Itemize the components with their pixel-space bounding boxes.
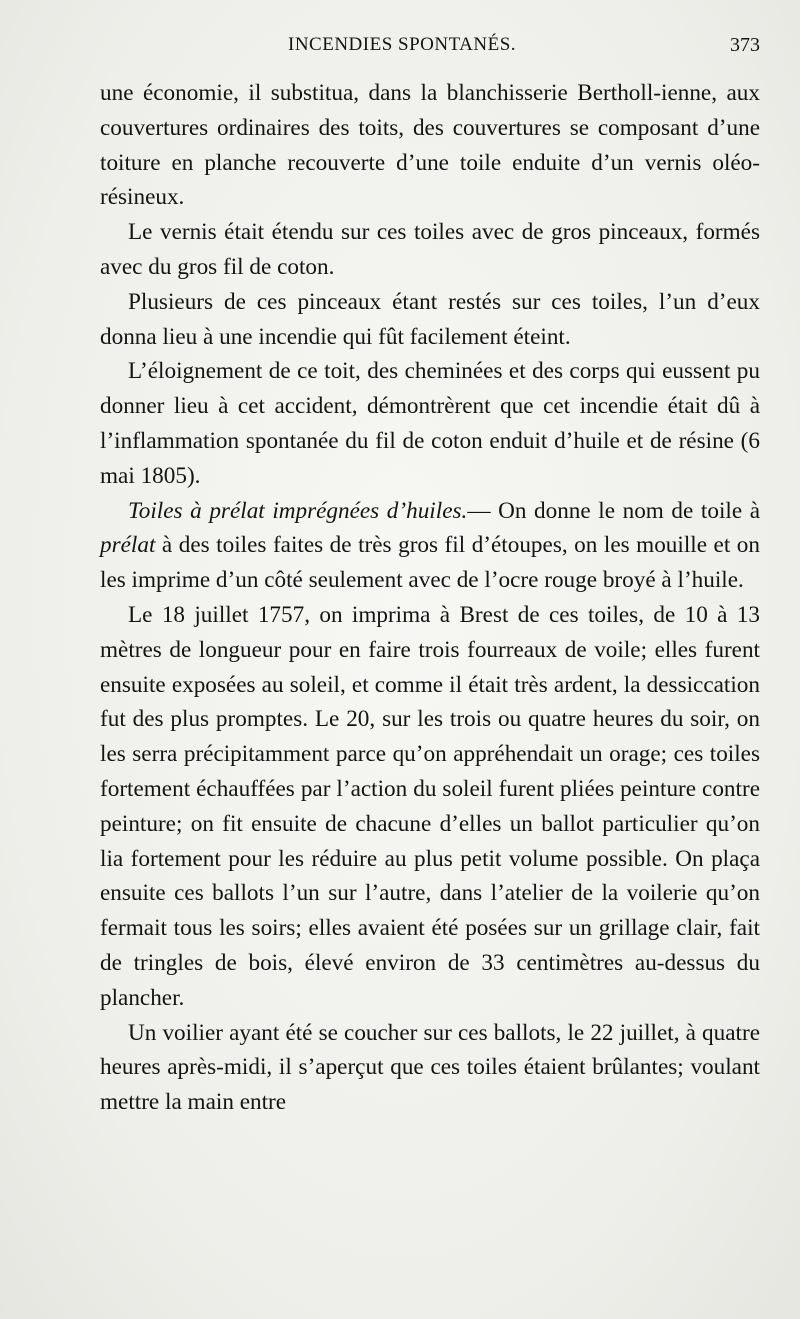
paragraph-7: Un voilier ayant été se coucher sur ces ballots, le 22 juillet, à quatre heures après-midi, il s’aperçut que ces toiles étaient brûlantes; voulant mettre la main entre (100, 1019, 760, 1116)
paragraph-6: Le 18 juillet 1757, on imprima à Brest de ces toiles, de 10 à 13 mètres de longueur pour en faire trois fourreaux de voile; elles furent ensuite exposées au soleil, et comme il était très ardent, la dessiccation fut des plus promptes. Le 20, sur les trois ou quatre heures du soir, on les serra précipitamment parce qu’on appréhendait un orage; ces toiles fortement échauffées par l’action du soleil furent pliées peinture contre peinture; on fit ensuite de chacune d’elles un ballot particulier qu’on lia fortement pour les réduire au plus petit volume possible. On plaça ensuite ces ballots l’un sur l’autre, dans l’atelier de la voilerie qu’on fermait tous les soirs; elles avaient été posées sur un grillage clair, fait de tringles de bois, élevé environ de 33 centimètres au-dessus du plancher. (100, 601, 760, 1011)
page-number: 373 (730, 34, 760, 56)
paragraph-2: Le vernis était étendu sur ces toiles avec de gros pinceaux, formés avec du gros fil de coton. (100, 219, 760, 280)
paragraph-5-text-b: à des toiles faites de très gros fil d’étoupes, on les mouille et on les imprime d’un côté seulement avec de l’ocre rouge broyé à l’huile. (100, 532, 760, 594)
page-header (100, 34, 760, 64)
paragraph-3: Plusieurs de ces pinceaux étant restés sur ces toiles, l’un d’eux donna lieu à une incendie qui fût facilement éteint. (100, 288, 760, 350)
section-subheading: Toiles à prélat imprégnées d’huiles. (128, 497, 468, 524)
paragraph-5 (100, 494, 760, 598)
paragraph-1: une économie, il substitua, dans la blanchisserie Bertholl-ienne, aux couvertures ordinaires des toits, des couvertures se composant d’une toiture en planche recouverte d’une toile enduite d’un vernis oléo-résineux. (100, 80, 760, 211)
running-head: INCENDIES SPONTANÉS. (288, 34, 517, 55)
paragraph-4: L’éloignement de ce toit, des cheminées et des corps qui eussent pu donner lieu à cet accident, démontrèrent que cet incendie était dû à l’inflammation spontanée du fil de coton enduit d’huile et de résine (6 mai 1805). (100, 358, 760, 489)
body-text (100, 76, 760, 1120)
italic-term: prélat (100, 532, 156, 559)
paragraph-5-text-a: — On donne le nom de toile à (467, 497, 760, 524)
